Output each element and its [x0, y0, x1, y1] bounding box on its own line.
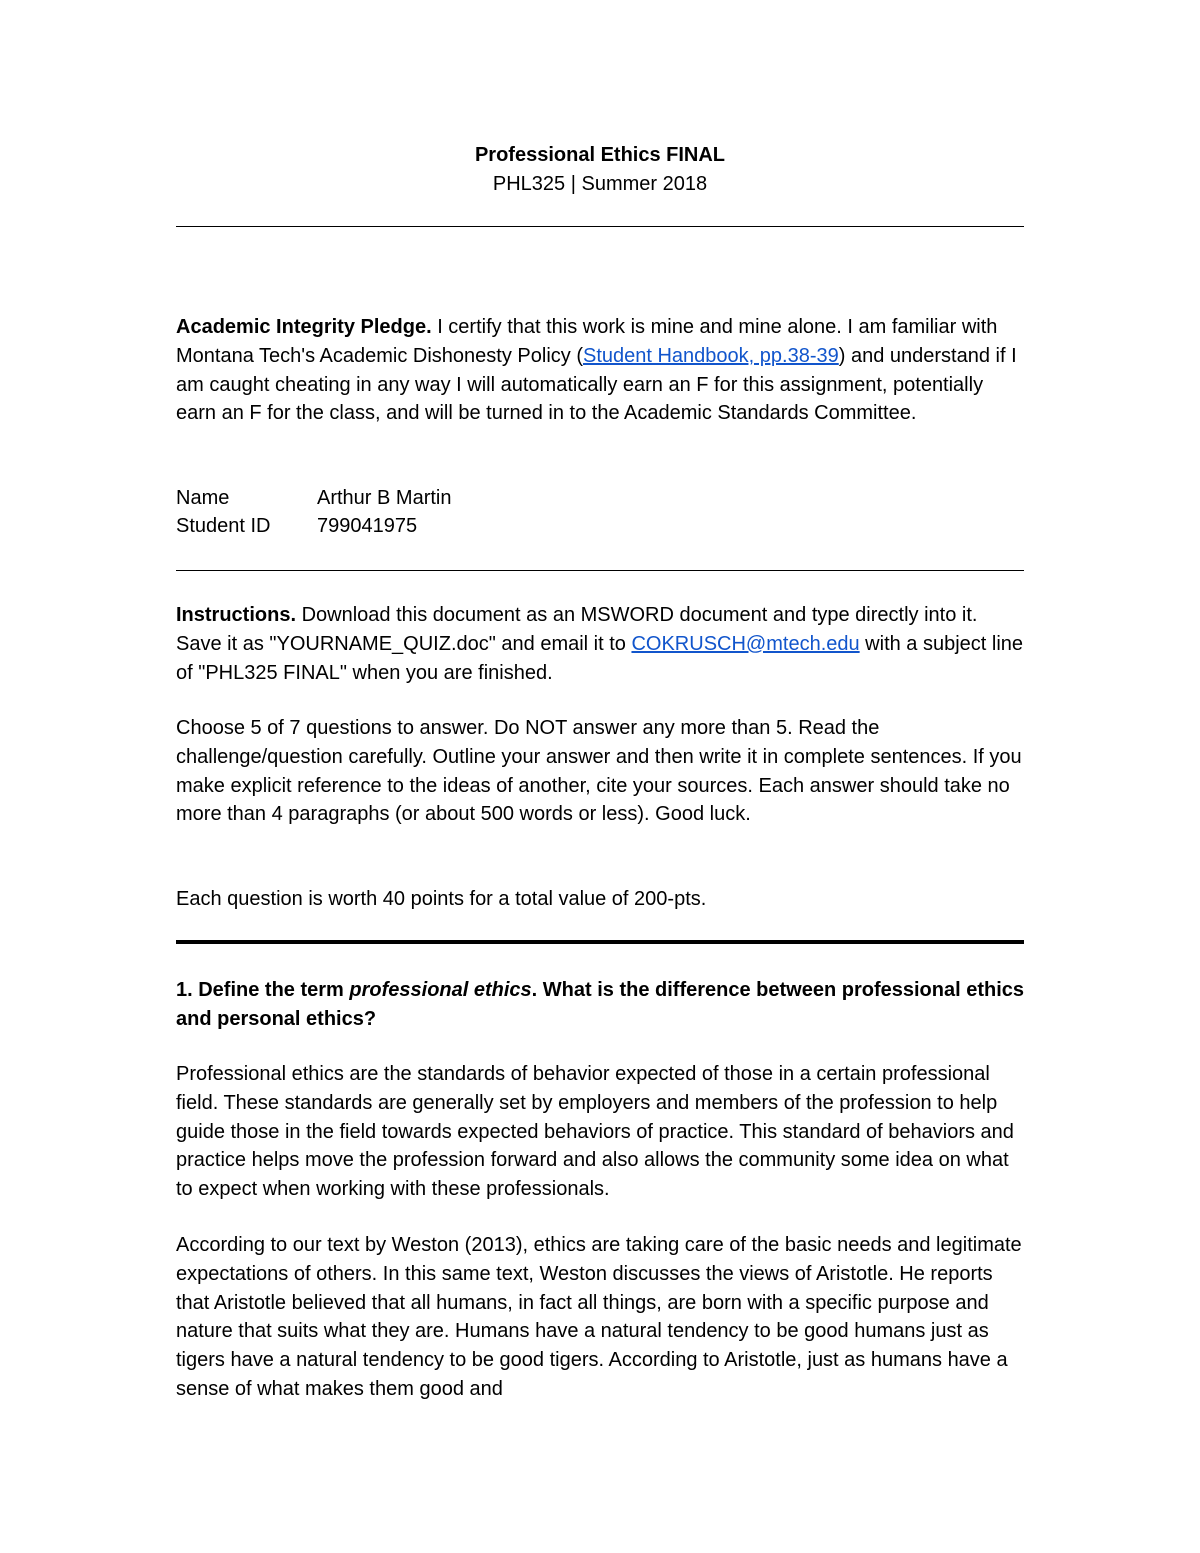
pledge-label: Academic Integrity Pledge.	[176, 316, 432, 338]
question-1	[176, 976, 1024, 1034]
pledge-text-1: I certify that this work is mine and mine alone. I am familiar with Montana Tech's Academic Dishonesty Policy (	[176, 316, 998, 367]
page-title: Professional Ethics FINAL	[474, 144, 726, 166]
student-id-label: Student ID	[176, 515, 271, 537]
question-1-term: professional ethics	[349, 979, 532, 1001]
email-link[interactable]: COKRUSCH@mtech.edu	[631, 632, 860, 655]
instructions-text-1: Download this document as an MSWORD document and type directly into it. Save it as "YOURNAME_QUIZ.doc" and email it to	[176, 604, 978, 655]
pledge-text-2: ) and understand if I am caught cheating in any way I will automatically earn an F for this assignment, potentially earn an F for the class, and will be turned in to the Academic Standards Committee.	[176, 344, 1017, 425]
section-divider	[176, 940, 1024, 944]
answer-paragraph-2[interactable]: According to our text by Weston (2013), ethics are taking care of the basic needs and legitimate expectations of others. In this same text, Weston discusses the views of Aristotle. He reports that Aristotle believed that all humans, in fact all things, are born with a specific purpose and nature that suits what they are. Humans have a natural tendency to be good humans just as tigers have a natural tendency to be good tigers. According to Aristotle, just as humans have a sense of what makes them good and	[176, 1234, 1022, 1400]
student-id-value[interactable]: 799041975	[317, 515, 418, 537]
divider	[176, 570, 1024, 571]
question-1-prefix: 1. Define the term	[176, 979, 350, 1001]
student-handbook-link[interactable]: Student Handbook, pp.38-39	[582, 344, 839, 367]
question-1-suffix: . What is the difference between professional ethics and personal ethics?	[176, 979, 1025, 1030]
instructions-label: Instructions.	[176, 604, 297, 626]
choose-paragraph: Choose 5 of 7 questions to answer. Do NOT answer any more than 5. Read the challenge/question carefully. Outline your answer and then write it in complete sentences. If you make explicit reference to the ideas of another, cite your sources. Each answer should take no more than 4 paragraphs (or about 500 words or less). Good luck.	[176, 717, 1022, 826]
page-subtitle: PHL325 | Summer 2018	[492, 173, 708, 195]
divider	[176, 226, 1024, 227]
answer-paragraph-1[interactable]: Professional ethics are the standards of behavior expected of those in a certain professional field. These standards are generally set by employers and members of the profession to help guide those in the field towards expected behaviors of practice. This standard of behaviors and practice helps move the profession forward and also allows the community some idea on what to expect when working with these professionals.	[176, 1063, 1014, 1201]
name-label: Name	[176, 487, 230, 509]
instructions-text-2: with a subject line of "PHL325 FINAL" when you are finished.	[176, 632, 1024, 684]
integrity-pledge	[176, 313, 1024, 428]
instructions-paragraph	[176, 601, 1024, 687]
points-paragraph: Each question is worth 40 points for a total value of 200-pts.	[176, 888, 707, 910]
name-value[interactable]: Arthur B Martin	[317, 487, 452, 509]
